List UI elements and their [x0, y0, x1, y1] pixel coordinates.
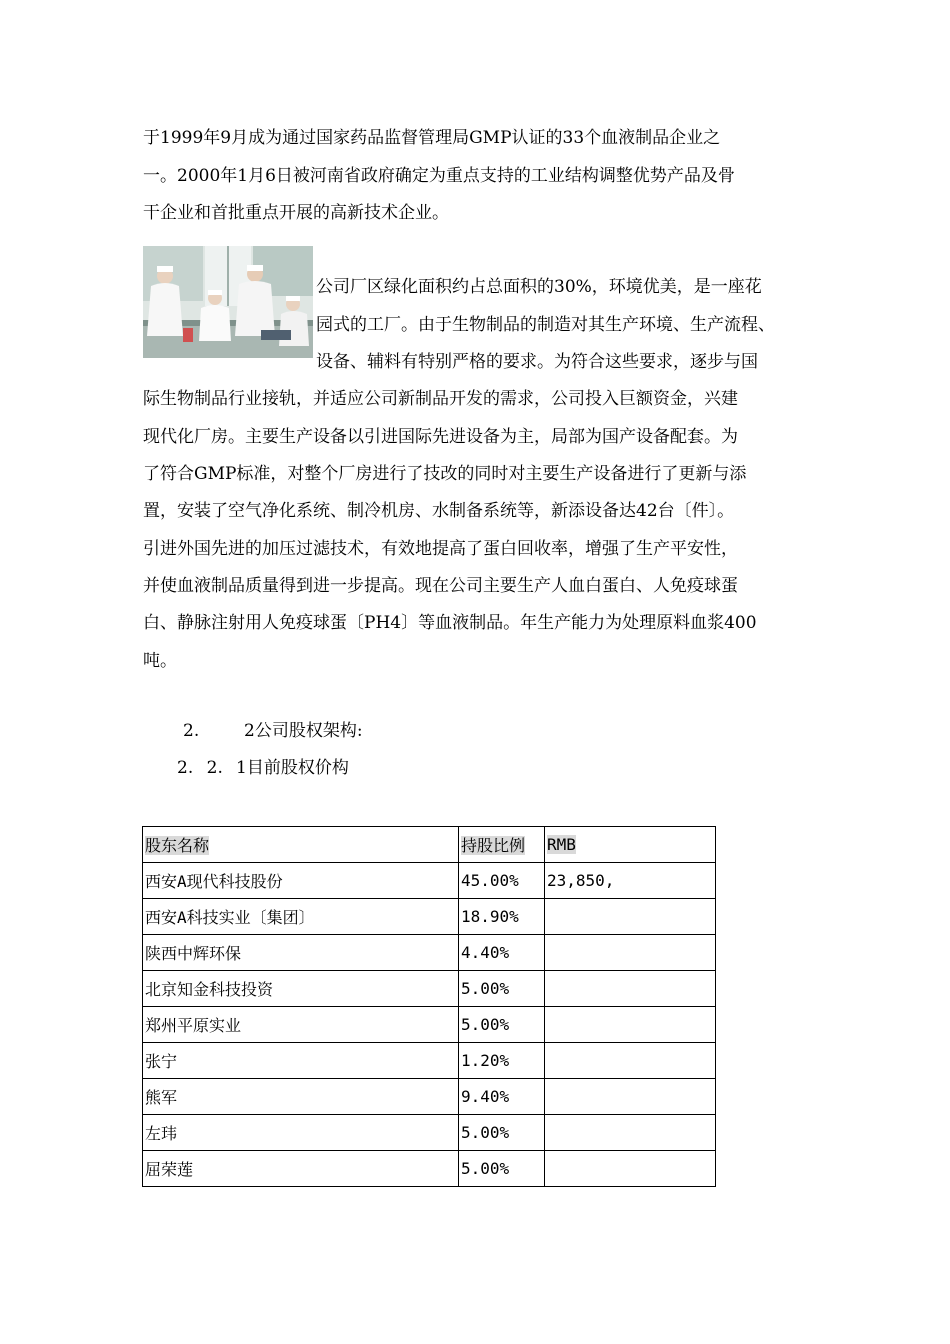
lab-photo-icon — [143, 246, 313, 358]
section-2-2-1-title: 1目前股权价构 — [236, 758, 349, 778]
cell-rmb — [545, 935, 716, 971]
cell-name: 左玮 — [143, 1115, 459, 1151]
cell-rmb: 23,850, — [545, 863, 716, 899]
cell-ratio: 9.40% — [459, 1079, 545, 1115]
cell-name: 郑州平原实业 — [143, 1007, 459, 1043]
cell-ratio: 5.00% — [459, 971, 545, 1007]
para-line: 吨。 — [143, 651, 177, 671]
header-shareholder-name: 股东名称 — [143, 827, 459, 863]
table-header-row — [143, 827, 716, 863]
para-line: 了符合GMP标准，对整个厂房进行了技改的同时对主要生产设备进行了更新与添 — [143, 464, 747, 484]
table-row — [143, 971, 716, 1007]
table-row — [143, 1079, 716, 1115]
section-2-2-number: 2. — [183, 721, 200, 741]
cell-rmb — [545, 1115, 716, 1151]
para-line: 引进外国先进的加压过滤技术，有效地提高了蛋白回收率，增强了生产平安性， — [143, 539, 738, 559]
cell-rmb — [545, 1151, 716, 1187]
cell-ratio: 4.40% — [459, 935, 545, 971]
para-line: 白、静脉注射用人免疫球蛋〔PH4〕等血液制品。年生产能力为处理原料血浆400 — [143, 613, 757, 633]
para-line: 际生物制品行业接轨，并适应公司新制品开发的需求，公司投入巨额资金，兴建 — [143, 389, 738, 409]
table-row — [143, 1007, 716, 1043]
cell-name: 陕西中辉环保 — [143, 935, 459, 971]
cell-name: 北京知金科技投资 — [143, 971, 459, 1007]
cell-rmb — [545, 899, 716, 935]
cell-name: 西安A现代科技股份 — [143, 863, 459, 899]
para-line: 置，安装了空气净化系统、制冷机房、水制备系统等，新添设备达42台〔件〕。 — [143, 501, 735, 521]
cell-ratio: 5.00% — [459, 1115, 545, 1151]
section-2-2-1-number: 2. 2. — [177, 758, 223, 778]
para-line: 设备、辅料有特别严格的要求。为符合这些要求，逐步与国 — [316, 352, 758, 372]
cell-ratio: 5.00% — [459, 1151, 545, 1187]
para-line: 于1999年9月成为通过国家药品监督管理局GMP认证的33个血液制品企业之 — [143, 128, 721, 148]
cell-rmb — [545, 1007, 716, 1043]
para-line: 干企业和首批重点开展的高新技术企业。 — [143, 203, 449, 223]
cell-ratio: 18.90% — [459, 899, 545, 935]
para-line: 一。2000年1月6日被河南省政府确定为重点支持的工业结构调整优势产品及骨 — [143, 166, 735, 186]
table-row — [143, 1115, 716, 1151]
para-line: 现代化厂房。主要生产设备以引进国际先进设备为主，局部为国产设备配套。为 — [143, 427, 738, 447]
table-row — [143, 1151, 716, 1187]
cell-rmb — [545, 1043, 716, 1079]
cell-name: 张宁 — [143, 1043, 459, 1079]
table-row — [143, 1043, 716, 1079]
cell-name: 屈荣莲 — [143, 1151, 459, 1187]
para-line: 公司厂区绿化面积约占总面积的30%，环境优美，是一座花 — [316, 277, 762, 297]
cell-ratio: 1.20% — [459, 1043, 545, 1079]
cell-name: 熊军 — [143, 1079, 459, 1115]
header-rmb: RMB — [545, 827, 716, 863]
cell-ratio: 5.00% — [459, 1007, 545, 1043]
table-row — [143, 863, 716, 899]
cell-rmb — [545, 1079, 716, 1115]
shareholder-table — [142, 826, 716, 1187]
table-row — [143, 935, 716, 971]
table-row — [143, 899, 716, 935]
lab-workers-photo — [143, 246, 313, 358]
cell-rmb — [545, 971, 716, 1007]
cell-name: 西安A科技实业〔集团〕 — [143, 899, 459, 935]
header-share-ratio: 持股比例 — [459, 827, 545, 863]
para-line: 园式的工厂。由于生物制品的制造对其生产环境、生产流程、 — [316, 315, 775, 335]
cell-ratio: 45.00% — [459, 863, 545, 899]
section-2-2-title: 2公司股权架构: — [244, 721, 363, 741]
para-line: 并使血液制品质量得到进一步提高。现在公司主要生产人血白蛋白、人免疫球蛋 — [143, 576, 738, 596]
